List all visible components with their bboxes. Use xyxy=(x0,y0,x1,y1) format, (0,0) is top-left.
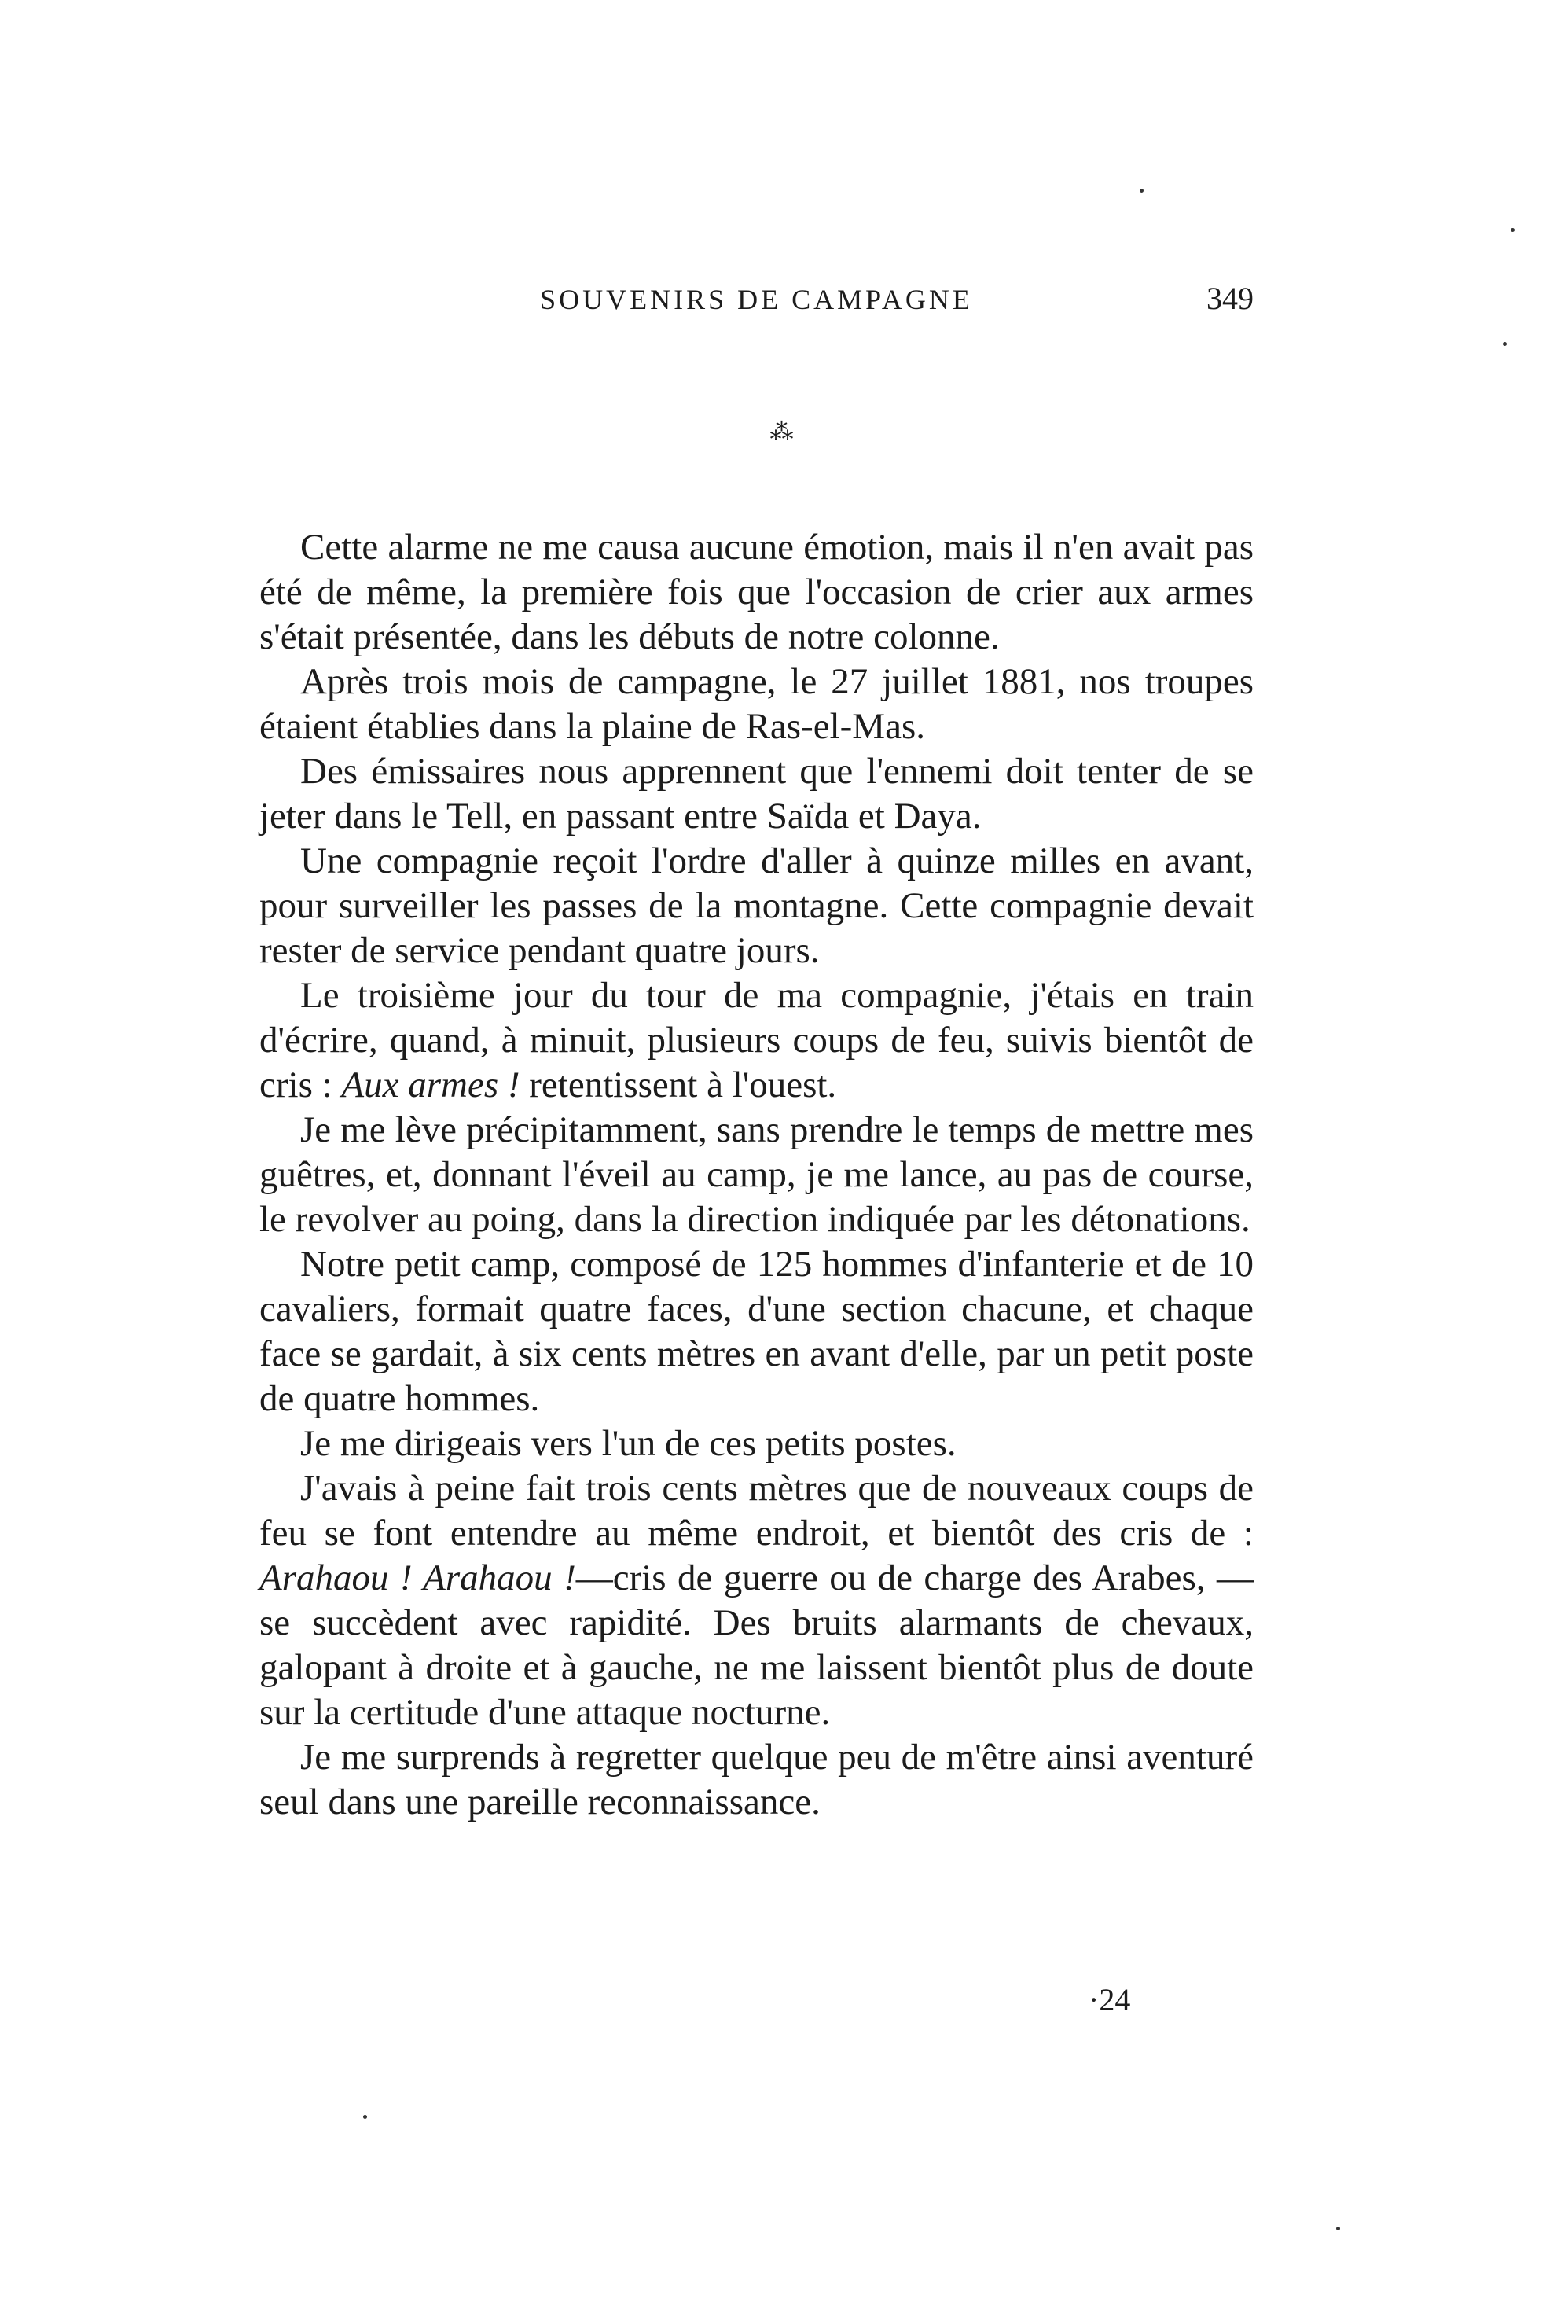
body-text xyxy=(259,525,1254,1825)
print-speck xyxy=(1503,342,1507,346)
paragraph: Notre petit camp, composé de 125 hommes d'infanterie et de 10 cavaliers, formait quatre faces, d'une section chacune, et chaque face se gardait, à six cents mètres en avant d'elle, par un petit poste de quatre hommes. xyxy=(259,1244,1254,1419)
print-speck xyxy=(1336,2227,1340,2230)
page-number: 349 xyxy=(1206,281,1254,316)
paragraph: Des émissaires nous apprennent que l'ennemi doit tenter de se jeter dans le Tell, en passant entre Saïda et Daya. xyxy=(259,751,1254,837)
paragraph xyxy=(259,1466,1254,1735)
page-header xyxy=(259,277,1254,324)
signature-mark: ·24 xyxy=(1089,1982,1131,2017)
paragraph-text: retentissent à l'ouest. xyxy=(520,1065,837,1105)
paragraph-text: —cris de guerre ou de charge des Arabes, — se succèdent avec rapidité. Des bruits alarmants de chevaux, galopant à droite et à gauche, ne me laissent bientôt plus de doute sur la certitude d'une attaque nocturne. xyxy=(259,1557,1254,1733)
italic-exclamation: Aux armes ! xyxy=(341,1065,520,1105)
paragraph: Je me surprends à regretter quelque peu de m'être ainsi aventuré seul dans une pareille reconnaissance. xyxy=(259,1737,1254,1822)
italic-war-cry: Arahaou ! Arahaou ! xyxy=(259,1557,576,1598)
paragraph: Après trois mois de campagne, le 27 juillet 1881, nos troupes étaient établies dans la plaine de Ras-el-Mas. xyxy=(259,661,1254,747)
print-speck xyxy=(363,2115,367,2119)
paragraph-text: J'avais à peine fait trois cents mètres que de nouveaux coups de feu se font entendre au même endroit, et bientôt des cris de : xyxy=(259,1468,1254,1554)
running-title: SOUVENIRS DE CAMPAGNE xyxy=(540,284,973,315)
signature-number: 24 xyxy=(1099,1982,1131,2017)
paragraph: Je me lève précipitamment, sans prendre le temps de mettre mes guêtres, et, donnant l'éveil au camp, je me lance, au pas de course, le revolver au poing, dans la direction indiquée par les détonations. xyxy=(259,1109,1254,1240)
print-speck xyxy=(1511,228,1515,232)
paragraph: Cette alarme ne me causa aucune émotion, mais il n'en avait pas été de même, la première fois que l'occasion de crier aux armes s'était présentée, dans les débuts de notre colonne. xyxy=(259,527,1254,657)
asterism-divider: ⁂ xyxy=(769,419,799,445)
print-speck xyxy=(1140,189,1144,193)
paragraph: Je me dirigeais vers l'un de ces petits postes. xyxy=(300,1423,957,1464)
paragraph: Une compagnie reçoit l'ordre d'aller à quinze milles en avant, pour surveiller les passes de la montagne. Cette compagnie devait rester de service pendant quatre jours. xyxy=(259,840,1254,971)
paragraph-text: Le troisième jour du tour de ma compagnie, j'étais en train d'écrire, quand, à minuit, plusieurs coups de feu, suivis bientôt de cris : xyxy=(259,975,1254,1105)
paragraph xyxy=(259,973,1254,1108)
